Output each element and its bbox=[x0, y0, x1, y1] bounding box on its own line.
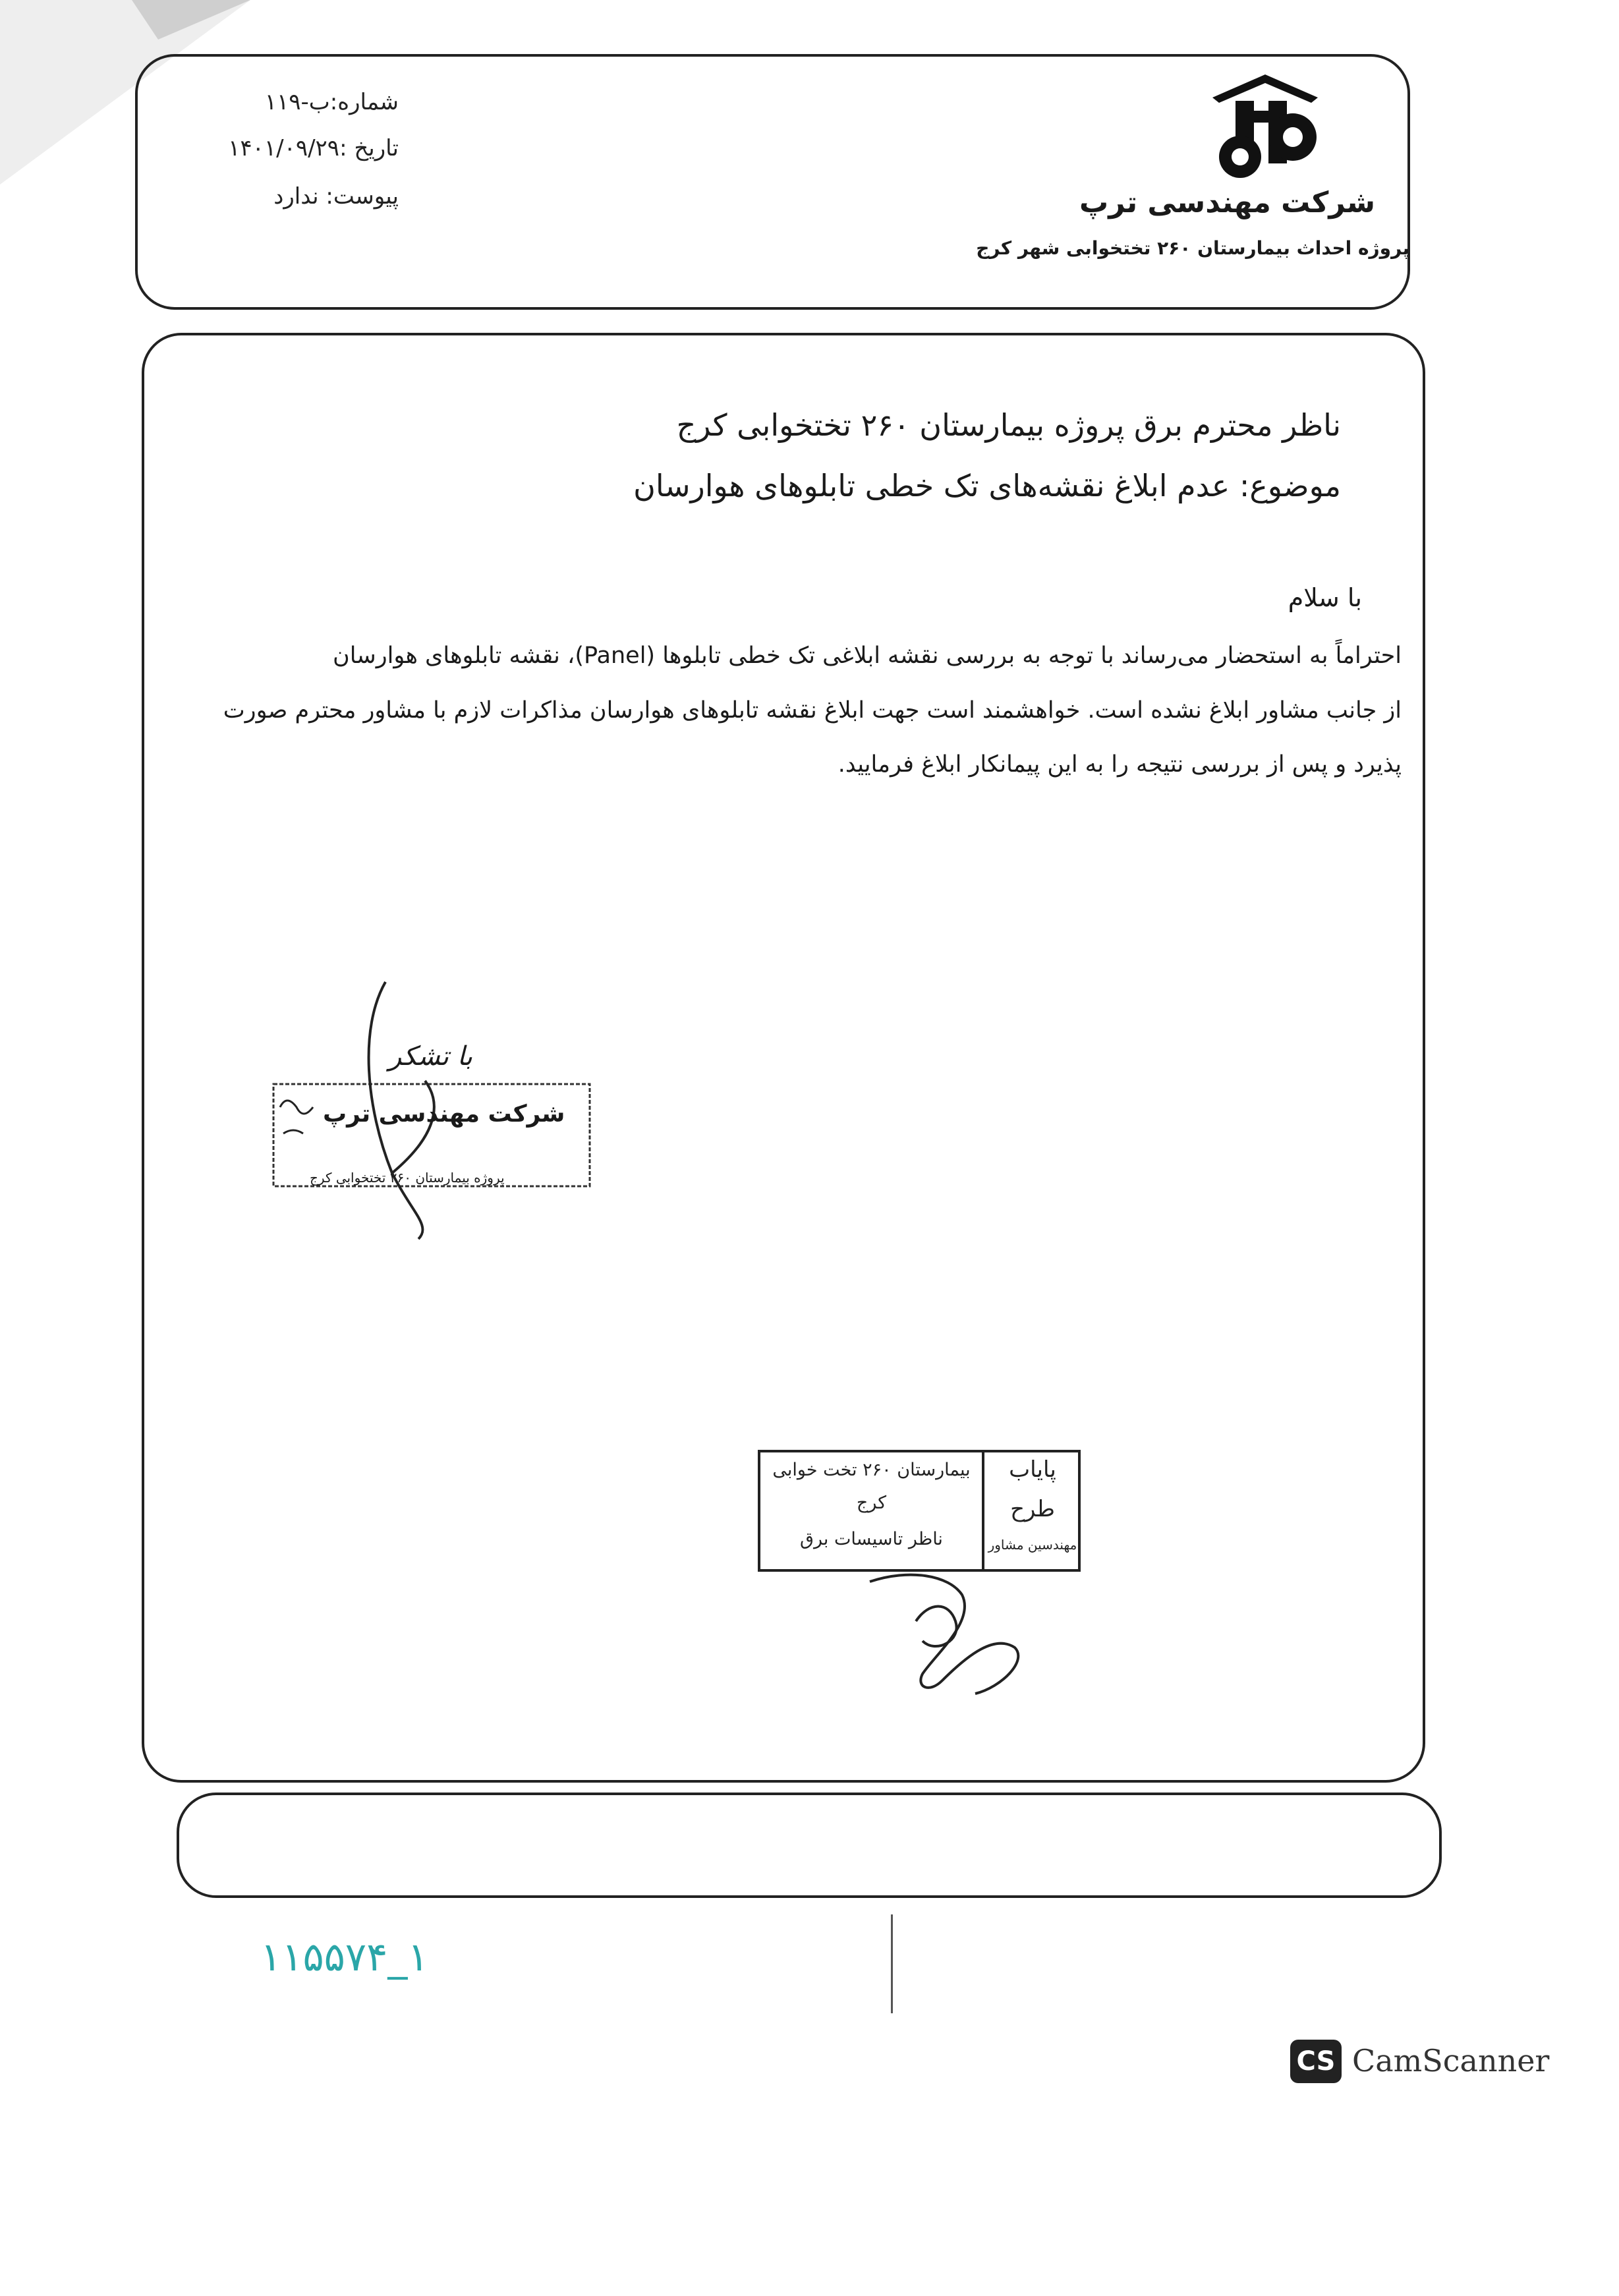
subject-line: موضوع: عدم ابلاغ نقشه‌های تک خطی تابلوهای هوارسان bbox=[633, 468, 1341, 503]
letter-number: شماره:ب-۱۱۹ bbox=[264, 89, 399, 115]
stamp-city: کرج bbox=[856, 1493, 887, 1513]
camscanner-label: CamScanner bbox=[1352, 2043, 1550, 2079]
camscanner-logo-icon: CS bbox=[1290, 2040, 1342, 2083]
stamp-supervisor: ناظر تاسیسات برق bbox=[800, 1529, 943, 1549]
fold-mark bbox=[891, 1914, 893, 2013]
supervisor-signature bbox=[857, 1555, 1054, 1707]
stamp-company-name: شرکت مهندسی ترپ bbox=[323, 1101, 565, 1128]
company-name: شرکت مهندسی ترپ bbox=[1079, 186, 1375, 219]
body-paragraph-line: پذیرد و پس از بررسی نتیجه را به این پیمانکار ابلاغ فرمایید. bbox=[838, 751, 1402, 778]
stamp-consultant-name: پایاب bbox=[1009, 1456, 1056, 1483]
stamp-divider bbox=[982, 1450, 984, 1572]
stamp-hospital: بیمارستان ۲۶۰ تخت خوابی bbox=[772, 1460, 971, 1480]
body-paragraph-line: احتراماً به استحضار می‌رساند با توجه به بررسی نقشه ابلاغی تک خطی تابلوها (Panel)، نقشه تابلوهای هوارسان bbox=[333, 643, 1402, 669]
recipient-line: ناظر محترم برق پروژه بیمارستان ۲۶۰ تختخوابی کرج bbox=[676, 407, 1341, 443]
salutation: با سلام bbox=[1288, 583, 1362, 612]
company-logo bbox=[1199, 71, 1331, 190]
letter-date: تاریخ :۱۴۰۱/۰۹/۲۹ bbox=[228, 135, 399, 161]
body-paragraph-line: از جانب مشاور ابلاغ نشده است. خواهشمند است جهت ابلاغ نقشه تابلوهای هوارسان مذاکرات لازم با مشاور محترم صورت bbox=[223, 697, 1402, 724]
project-title: پروژه احداث بیمارستان ۲۶۰ تختخوابی شهر کرج bbox=[976, 237, 1409, 259]
stamp-project-name: پروژه بیمارستان ۲۶۰ تختخوابی کرج bbox=[310, 1170, 505, 1186]
stamp-consultant-label: مهندسین مشاور bbox=[988, 1537, 1077, 1553]
archive-number: ۱۱۵۵۷۴_۱ bbox=[260, 1934, 429, 1980]
stamp-consultant-name-2: طرح bbox=[1010, 1496, 1055, 1522]
footer-frame bbox=[177, 1793, 1442, 1898]
letter-attachment: پیوست: ندارد bbox=[273, 183, 399, 210]
closing-thanks: با تشکر bbox=[389, 1041, 473, 1072]
